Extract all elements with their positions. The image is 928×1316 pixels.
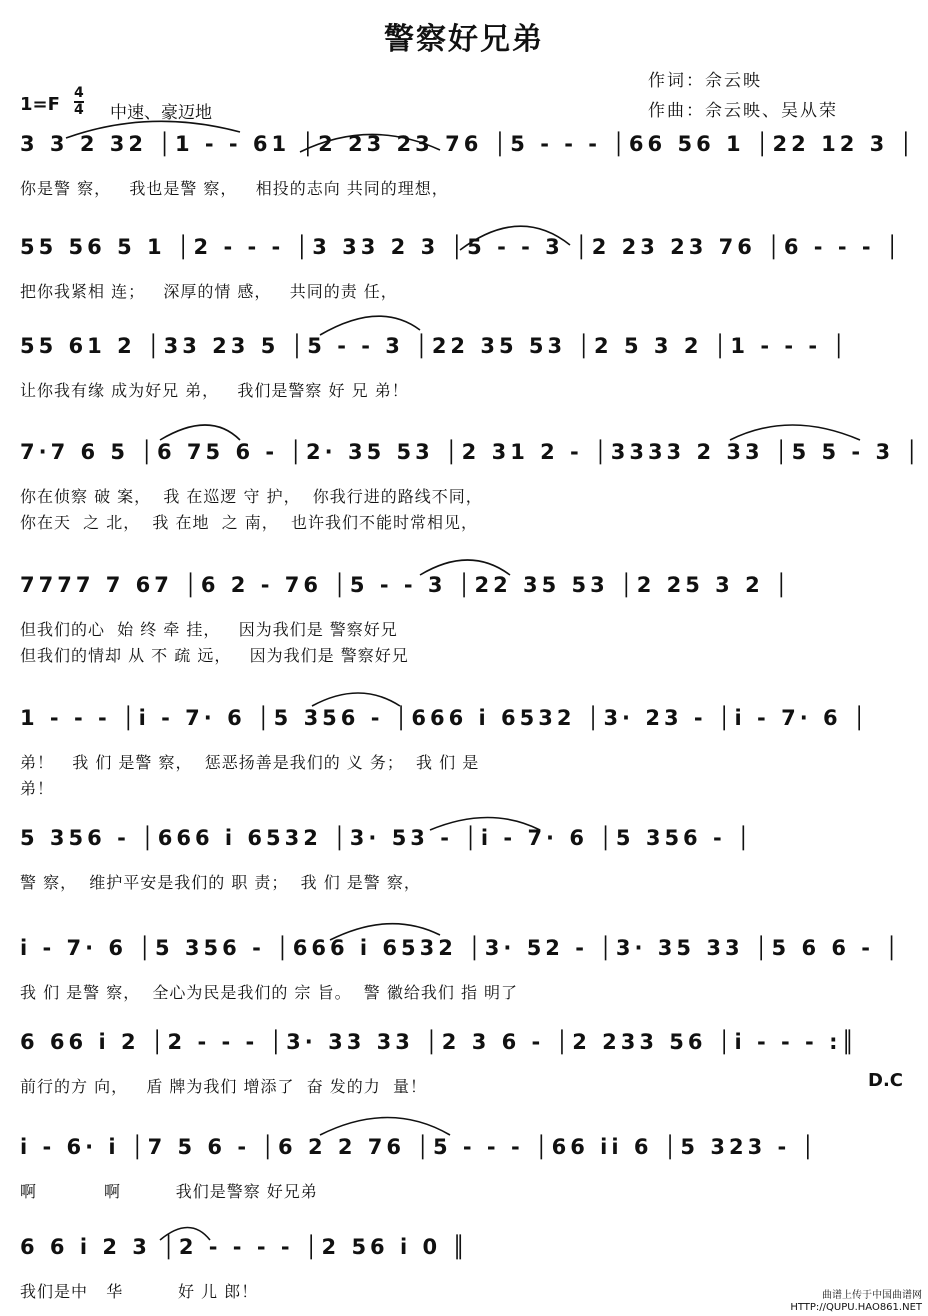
meter-bottom: 4 bbox=[74, 102, 84, 118]
lyric-line: 我们是中 华 好 儿 郎！ bbox=[20, 1282, 259, 1301]
lyric-line: 啊 啊 我们是警察 好兄弟 bbox=[20, 1182, 318, 1201]
meter-top: 4 bbox=[74, 85, 84, 101]
notation-line: 7·7 6 5 │6 75 6 - │2· 35 53 │2 31 2 - │3333 2 33 │5 5 - 3 │ bbox=[20, 440, 923, 464]
notation-line: 55 61 2 │33 23 5 │5 - - 3 │22 35 53 │2 5 3 2 │1 - - - │ bbox=[20, 334, 850, 358]
lyric-line: 你在侦察 破 案， 我 在巡逻 守 护， 你我行进的路线不同， bbox=[20, 487, 483, 506]
lyric-line: 前行的方 向， 盾 牌为我们 增添了 奋 发的力 量！ bbox=[20, 1077, 427, 1096]
time-signature bbox=[74, 86, 84, 118]
notation-line: 5 356 - │666 i 6532 │3· 53 - │i - 7· 6 │5 356 - │ bbox=[20, 826, 754, 850]
song-title: 警察好兄弟 bbox=[384, 22, 544, 57]
lyric-line: 弟！ bbox=[20, 779, 55, 798]
notation-line: i - 6· i │7 5 6 - │6 2 2 76 │5 - - - │66 ii 6 │5 323 - │ bbox=[20, 1135, 819, 1159]
notation-line: 6 6 i 2 3 │2 - - - - │2 56 i 0 ║ bbox=[20, 1235, 470, 1259]
notation-line: 55 56 5 1 │2 - - - │3 33 2 3 │5 - - 3 │2 23 23 76 │6 - - - │ bbox=[20, 235, 903, 259]
footer-line-2: HTTP://QUPU.HAO861.NET bbox=[790, 1302, 922, 1313]
dc-mark: D.C bbox=[868, 1070, 903, 1091]
lyric-line: 我 们 是警 察， 全心为民是我们的 宗 旨。 警 徽给我们 指 明了 bbox=[20, 983, 519, 1002]
lyric-line: 警 察， 维护平安是我们的 职 责； 我 们 是警 察， bbox=[20, 873, 421, 892]
lyric-line: 弟！ 我 们 是警 察， 惩恶扬善是我们的 义 务； 我 们 是 bbox=[20, 753, 480, 772]
lyric-line: 但我们的心 始 终 牵 挂， 因为我们是 警察好兄 bbox=[20, 620, 398, 639]
lyric-line: 但我们的情却 从 不 疏 远， 因为我们是 警察好兄 bbox=[20, 646, 409, 665]
notation-line: i - 7· 6 │5 356 - │666 i 6532 │3· 52 - │3· 35 33 │5 6 6 - │ bbox=[20, 936, 902, 960]
lyric-line: 让你我有缘 成为好兄 弟， 我们是警察 好 兄 弟！ bbox=[20, 381, 409, 400]
notation-line: 1 - - - │i - 7· 6 │5 356 - │666 i 6532 │3· 23 - │i - 7· 6 │ bbox=[20, 706, 870, 730]
notation-line: 6 66 i 2 │2 - - - │3· 33 33 │2 3 6 - │2 233 56 │i - - - :║ bbox=[20, 1030, 859, 1054]
key-signature: 1=F bbox=[20, 94, 60, 115]
lyric-line: 你是警 察， 我也是警 察， 相投的志向 共同的理想， bbox=[20, 179, 449, 198]
lyric-line: 你在天 之 北， 我 在地 之 南， 也许我们不能时常相见， bbox=[20, 513, 478, 532]
footer-line-1: 曲谱上传于中国曲谱网 bbox=[822, 1290, 922, 1301]
notation-line: 3 3 2 32 │1 - - 61 │2 23 23 76 │5 - - - │66 56 1 │22 12 3 │ bbox=[20, 132, 917, 156]
notation-line: 7777 7 67 │6 2 - 76 │5 - - 3 │22 35 53 │2 25 3 2 │ bbox=[20, 573, 792, 597]
composer-credit: 作曲：佘云映、吴从荣 bbox=[648, 101, 838, 121]
lyricist-credit: 作词：佘云映 bbox=[648, 71, 762, 91]
tempo-marking: 中速、豪迈地 bbox=[110, 103, 212, 123]
site-footer bbox=[790, 1290, 922, 1314]
lyric-line: 把你我紧相 连； 深厚的情 感， 共同的责 任， bbox=[20, 282, 398, 301]
